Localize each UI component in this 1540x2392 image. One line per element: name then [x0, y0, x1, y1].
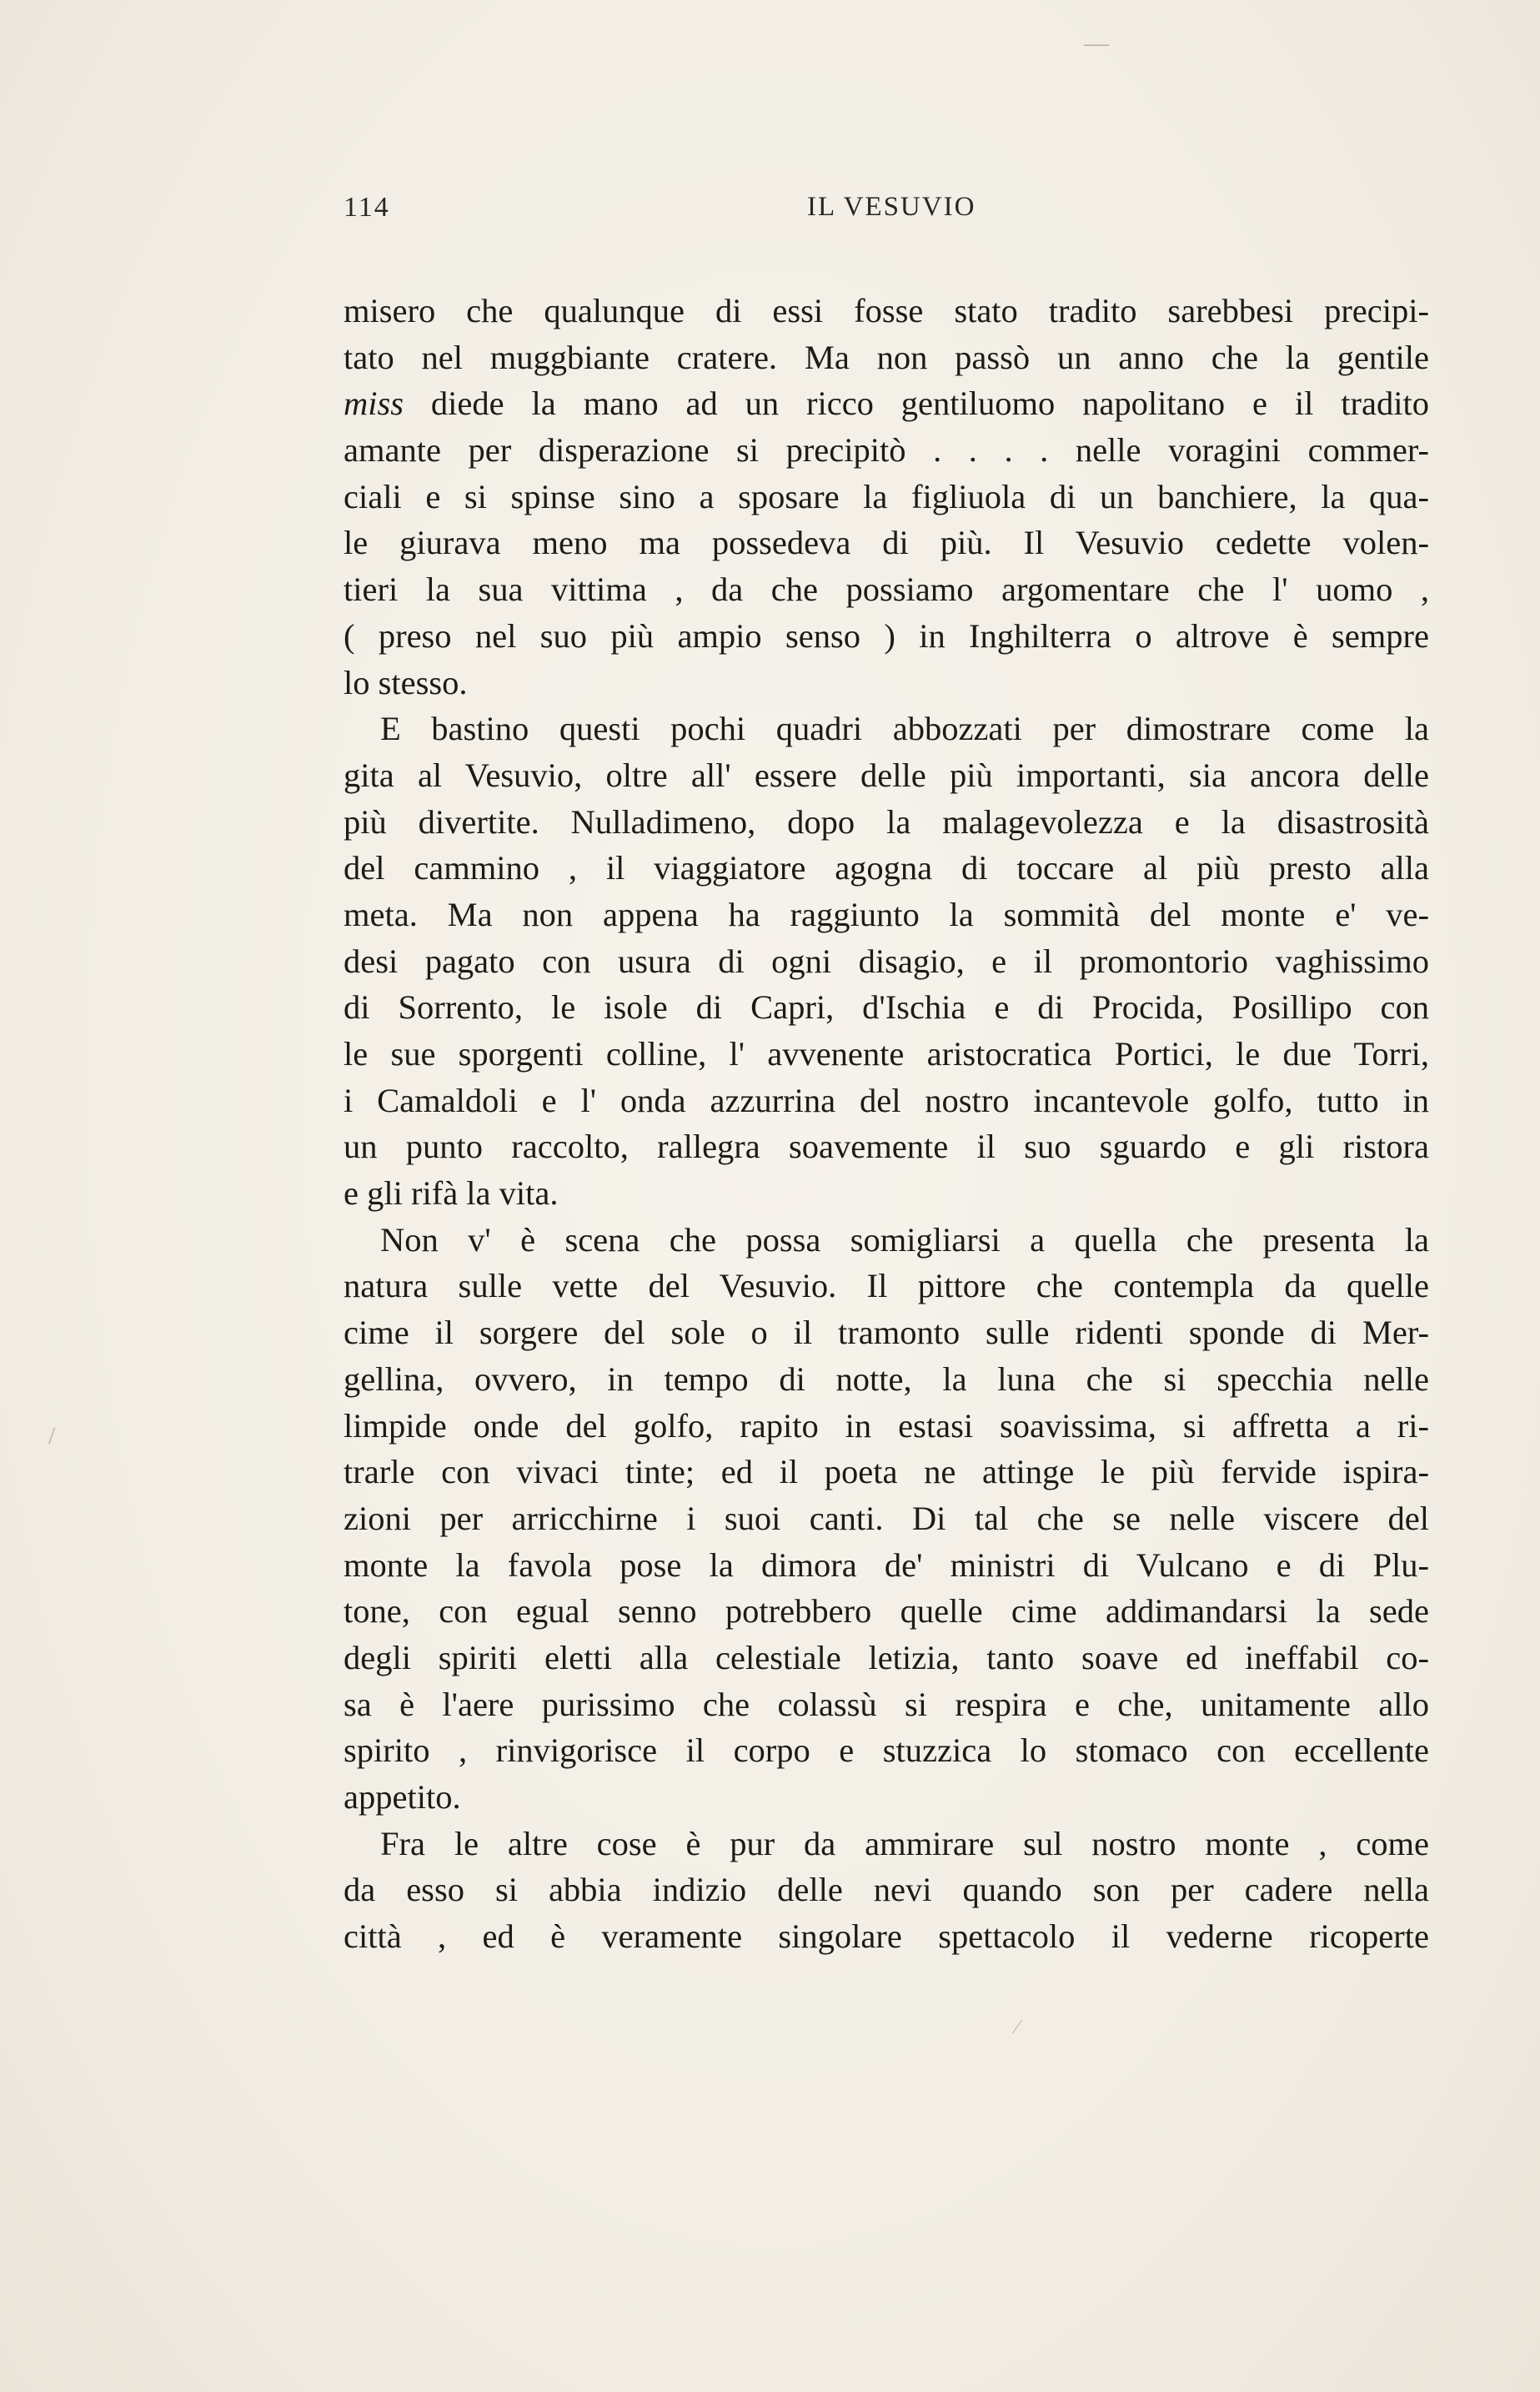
text-line: Non v' è scena che possa somigliarsi a quella che presenta la — [380, 1220, 1429, 1259]
text-line: le sue sporgenti colline, l' avvenente aristocratica Portici, le due Torri, — [344, 1035, 1429, 1073]
text-line: città , ed è veramente singolare spettacolo il vederne ricoperte — [344, 1917, 1429, 1956]
text-line: lo stesso. — [344, 663, 468, 701]
paragraph — [344, 706, 1429, 1217]
text-line: limpide onde del golfo, rapito in estasi soavissima, si affretta a ri- — [344, 1406, 1429, 1445]
paper-speck: — — [1084, 29, 1109, 57]
text-line: tieri la sua vittima , da che possiamo argomentare che l' uomo , — [344, 570, 1429, 609]
text-line: zioni per arricchirne i suoi canti. Di tal che se nelle viscere del — [344, 1499, 1429, 1537]
page-header — [344, 192, 1427, 242]
text-line: gita al Vesuvio, oltre all' essere delle più importanti, sia ancora delle — [344, 756, 1429, 794]
text-line: desi pagato con usura di ogni disagio, e il promontorio vaghissimo — [344, 942, 1429, 980]
paper-speck: ⁄ — [1016, 2017, 1020, 2038]
text-line: Fra le altre cose è pur da ammirare sul nostro monte , come — [380, 1824, 1429, 1862]
text-line: spirito , rinvigorisce il corpo e stuzzica lo stomaco con eccellente — [344, 1731, 1429, 1770]
text-line: i Camaldoli e l' onda azzurrina del nostro incantevole golfo, tutto in — [344, 1081, 1429, 1119]
text-line: più divertite. Nulladimeno, dopo la malagevolezza e la disastrosità — [344, 802, 1429, 841]
text-line: cime il sorgere del sole o il tramonto sulle ridenti sponde di Mer- — [344, 1314, 1429, 1352]
paragraph — [344, 288, 1429, 706]
page-number: 114 — [344, 192, 390, 223]
paragraph — [344, 1821, 1429, 1960]
text-line: da esso si abbia indizio delle nevi quando son per cadere nella — [344, 1871, 1429, 1909]
text-line: E bastino questi pochi quadri abbozzati per dimostrare come la — [380, 710, 1429, 748]
text-line: sa è l'aere purissimo che colassù si respira e che, unitamente allo — [344, 1685, 1429, 1723]
text-line: ciali e si spinse sino a sposare la figliuola di un banchiere, la qua- — [344, 477, 1429, 515]
text-line: del cammino , il viaggiatore agogna di toccare al più presto alla — [344, 849, 1429, 887]
text-line: gellina, ovvero, in tempo di notte, la luna che si specchia nelle — [344, 1359, 1429, 1398]
paragraph — [344, 1217, 1429, 1821]
text-line: le giurava meno ma possedeva di più. Il Vesuvio cedette volen- — [344, 524, 1429, 562]
text-line: tone, con egual senno potrebbero quelle cime addimandarsi la sede — [344, 1592, 1429, 1631]
paper-speck: / — [48, 1422, 56, 1450]
text-line: amante per disperazione si precipitò . . . . nelle voragini commer- — [344, 431, 1429, 470]
running-title: IL VESUVIO — [807, 192, 976, 222]
text-line: meta. Ma non appena ha raggiunto la sommità del monte e' ve- — [344, 895, 1429, 933]
text-line: degli spiriti eletti alla celestiale letizia, tanto soave ed ineffabil co- — [344, 1638, 1429, 1676]
text-line: monte la favola pose la dimora de' ministri di Vulcano e di Plu- — [344, 1545, 1429, 1584]
text-line: un punto raccolto, rallegra soavemente il suo sguardo e gli ristora — [344, 1128, 1429, 1166]
text-line: tato nel muggbiante cratere. Ma non passò un anno che la gentile — [344, 338, 1429, 376]
text-line: miss diede la mano ad un ricco gentiluomo napolitano e il tradito — [344, 384, 1429, 423]
text-line: appetito. — [344, 1778, 461, 1816]
text-line: e gli rifà la vita. — [344, 1174, 559, 1213]
text-line: di Sorrento, le isole di Capri, d'Ischia e di Procida, Posillipo con — [344, 988, 1429, 1027]
text-line: natura sulle vette del Vesuvio. Il pittore che contempla da quelle — [344, 1267, 1429, 1305]
text-line: trarle con vivaci tinte; ed il poeta ne attinge le più fervide ispira- — [344, 1453, 1429, 1491]
body-text — [344, 288, 1429, 1960]
text-line: ( preso nel suo più ampio senso ) in Inghilterra o altrove è sempre — [344, 616, 1429, 655]
text-line: misero che qualunque di essi fosse stato tradito sarebbesi precipi- — [344, 292, 1429, 329]
